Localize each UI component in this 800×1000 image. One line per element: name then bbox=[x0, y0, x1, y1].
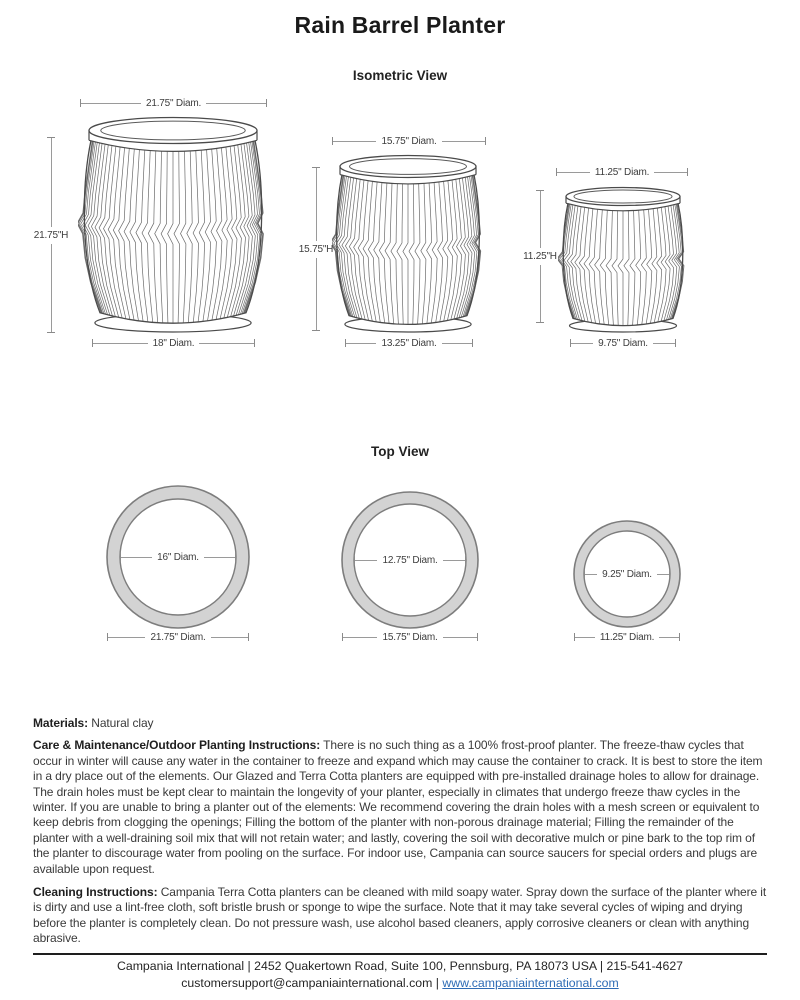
dim-top-small bbox=[556, 164, 688, 180]
barrel-drawing-medium bbox=[332, 154, 484, 334]
dim-outer-medium bbox=[342, 629, 478, 645]
dim-tick bbox=[472, 339, 473, 347]
dim-line bbox=[442, 343, 472, 344]
dim-inner-medium bbox=[354, 552, 466, 568]
dim-label-height-large: 21.75"H bbox=[33, 229, 69, 241]
dim-line bbox=[343, 637, 377, 638]
dim-label-bottom-large: 18" Diam. bbox=[152, 337, 195, 349]
dim-height-medium bbox=[288, 167, 344, 331]
dim-inner-large bbox=[120, 549, 236, 565]
dim-line bbox=[199, 343, 254, 344]
dim-line bbox=[443, 560, 465, 561]
footer-website-link[interactable]: www.campaniainternational.com bbox=[442, 976, 619, 990]
dim-tick bbox=[465, 556, 466, 564]
dim-label-outer-small: 11.25" Diam. bbox=[599, 631, 655, 643]
dim-line bbox=[659, 637, 679, 638]
care-text: There is no such thing as a 100% frost-proof planter. The freeze-thaw cycles that occur in winter will cause any water in the container to freeze and expand which may cause the container to crack. It is best to store the item in a dry place out of the elements. Our Glazed and Terra Cotta planters are equipped with pre-installed drainage holes to allow for drainage. The drain holes must be kept clear to maintain the longevity of your planter, especially in climates that undergo freeze thaw cycles in the winter. If you are unable to bring a planter out of the elements: We recommend covering the drain holes with a mesh screen or equivalent to keep debris from clogging the openings; Filling the bottom of the planter with non-porous drainage material; Filling the remainder of the planter with a well-draining soil mix that will not retain water; and lastly, covering the soil with decorative mulch or pine bark to the top rim of the planter to discourage water from pooling on the surface. For indoor use, Campania can source saucers for special orders and plugs are available upon request. bbox=[33, 738, 763, 876]
dim-label-top-small: 11.25" Diam. bbox=[594, 166, 650, 178]
dim-height-small bbox=[512, 190, 568, 323]
dim-line bbox=[333, 141, 376, 142]
section-heading-isometric: Isometric View bbox=[352, 68, 448, 83]
dim-line bbox=[346, 343, 376, 344]
barrel-drawing-small bbox=[558, 186, 688, 334]
dim-label-inner-large: 16" Diam. bbox=[157, 551, 199, 563]
dim-line bbox=[211, 637, 248, 638]
cleaning-label: Cleaning Instructions: bbox=[33, 885, 158, 900]
dim-tick bbox=[477, 633, 478, 641]
materials-value: Natural clay bbox=[91, 716, 154, 730]
dim-line bbox=[443, 637, 477, 638]
dim-label-outer-medium: 15.75" Diam. bbox=[382, 631, 438, 643]
dim-label-bottom-medium: 13.25" Diam. bbox=[381, 337, 437, 349]
dim-line bbox=[93, 343, 148, 344]
dim-line bbox=[575, 637, 595, 638]
dim-top-large bbox=[80, 95, 267, 111]
dim-label-top-medium: 15.75" Diam. bbox=[381, 135, 437, 147]
dim-line bbox=[204, 557, 235, 558]
dim-bottom-large bbox=[92, 335, 255, 351]
dim-line bbox=[653, 343, 675, 344]
footer-contact-line: Campania International | 2452 Quakertown Road, Suite 100, Pennsburg, PA 18073 USA | 215-541-4627 bbox=[116, 959, 684, 973]
dim-tick bbox=[675, 339, 676, 347]
info-text-block bbox=[33, 716, 769, 955]
dim-tick bbox=[266, 99, 267, 107]
dim-label-bottom-small: 9.75" Diam. bbox=[598, 337, 648, 349]
dim-line bbox=[585, 574, 597, 575]
dim-line bbox=[571, 343, 593, 344]
footer-divider bbox=[33, 953, 767, 955]
dim-label-height-medium: 15.75"H bbox=[298, 243, 334, 255]
footer-links-line bbox=[0, 976, 800, 990]
materials-label: Materials: bbox=[33, 716, 89, 730]
dim-line bbox=[108, 637, 145, 638]
cleaning-paragraph bbox=[33, 885, 769, 947]
section-heading-top-view: Top View bbox=[370, 444, 429, 459]
dim-inner-small bbox=[584, 566, 670, 582]
dim-line bbox=[355, 560, 377, 561]
barrel-drawing-large bbox=[78, 116, 268, 334]
dim-line bbox=[316, 168, 317, 241]
dim-tick bbox=[687, 168, 688, 176]
dim-label-inner-medium: 12.75" Diam. bbox=[382, 554, 438, 566]
footer-email: customersupport@campaniainternational.com bbox=[181, 976, 433, 990]
dim-label-inner-small: 9.25" Diam. bbox=[602, 568, 652, 580]
dim-line bbox=[654, 172, 687, 173]
dim-bottom-small bbox=[570, 335, 676, 351]
dim-tick bbox=[248, 633, 249, 641]
dim-line bbox=[442, 141, 485, 142]
dim-line bbox=[540, 191, 541, 248]
dim-tick bbox=[47, 332, 55, 333]
dim-top-medium bbox=[332, 133, 486, 149]
dim-line bbox=[121, 557, 152, 558]
dim-outer-large bbox=[107, 629, 249, 645]
dim-label-height-small: 11.25"H bbox=[523, 251, 557, 262]
dim-line bbox=[540, 265, 541, 322]
dim-tick bbox=[485, 137, 486, 145]
dim-outer-small bbox=[574, 629, 680, 645]
dim-height-large bbox=[23, 137, 79, 333]
footer-separator: | bbox=[435, 976, 439, 990]
dim-tick bbox=[235, 553, 236, 561]
dim-tick bbox=[679, 633, 680, 641]
care-paragraph bbox=[33, 738, 769, 877]
dim-line bbox=[81, 103, 141, 104]
dim-line bbox=[51, 138, 52, 227]
dim-line bbox=[206, 103, 266, 104]
dim-tick bbox=[669, 570, 670, 578]
care-label: Care & Maintenance/Outdoor Planting Instructions: bbox=[33, 738, 321, 753]
materials-line bbox=[33, 716, 769, 731]
cleaning-text: Campania Terra Cotta planters can be cleaned with mild soapy water. Spray down the surface of the planter where it is dirty and use a lint-free cloth, soft bristle brush or sponge to wipe the surface. Note that it may take several cycles of wiping and drying before the planter is completely clean. Do not pressure wash, use alcohol based cleaners, apply corrosive cleaners or clean with anything abrasive. bbox=[33, 885, 767, 946]
dim-label-outer-large: 21.75" Diam. bbox=[150, 631, 206, 643]
dim-line bbox=[51, 244, 52, 333]
dim-tick bbox=[254, 339, 255, 347]
dim-line bbox=[316, 258, 317, 331]
dim-line bbox=[657, 574, 669, 575]
dim-label-top-large: 21.75" Diam. bbox=[145, 97, 202, 109]
dim-line bbox=[557, 172, 590, 173]
dim-tick bbox=[536, 322, 544, 323]
page-title: Rain Barrel Planter bbox=[294, 12, 506, 38]
dim-tick bbox=[312, 330, 320, 331]
dim-bottom-medium bbox=[345, 335, 473, 351]
